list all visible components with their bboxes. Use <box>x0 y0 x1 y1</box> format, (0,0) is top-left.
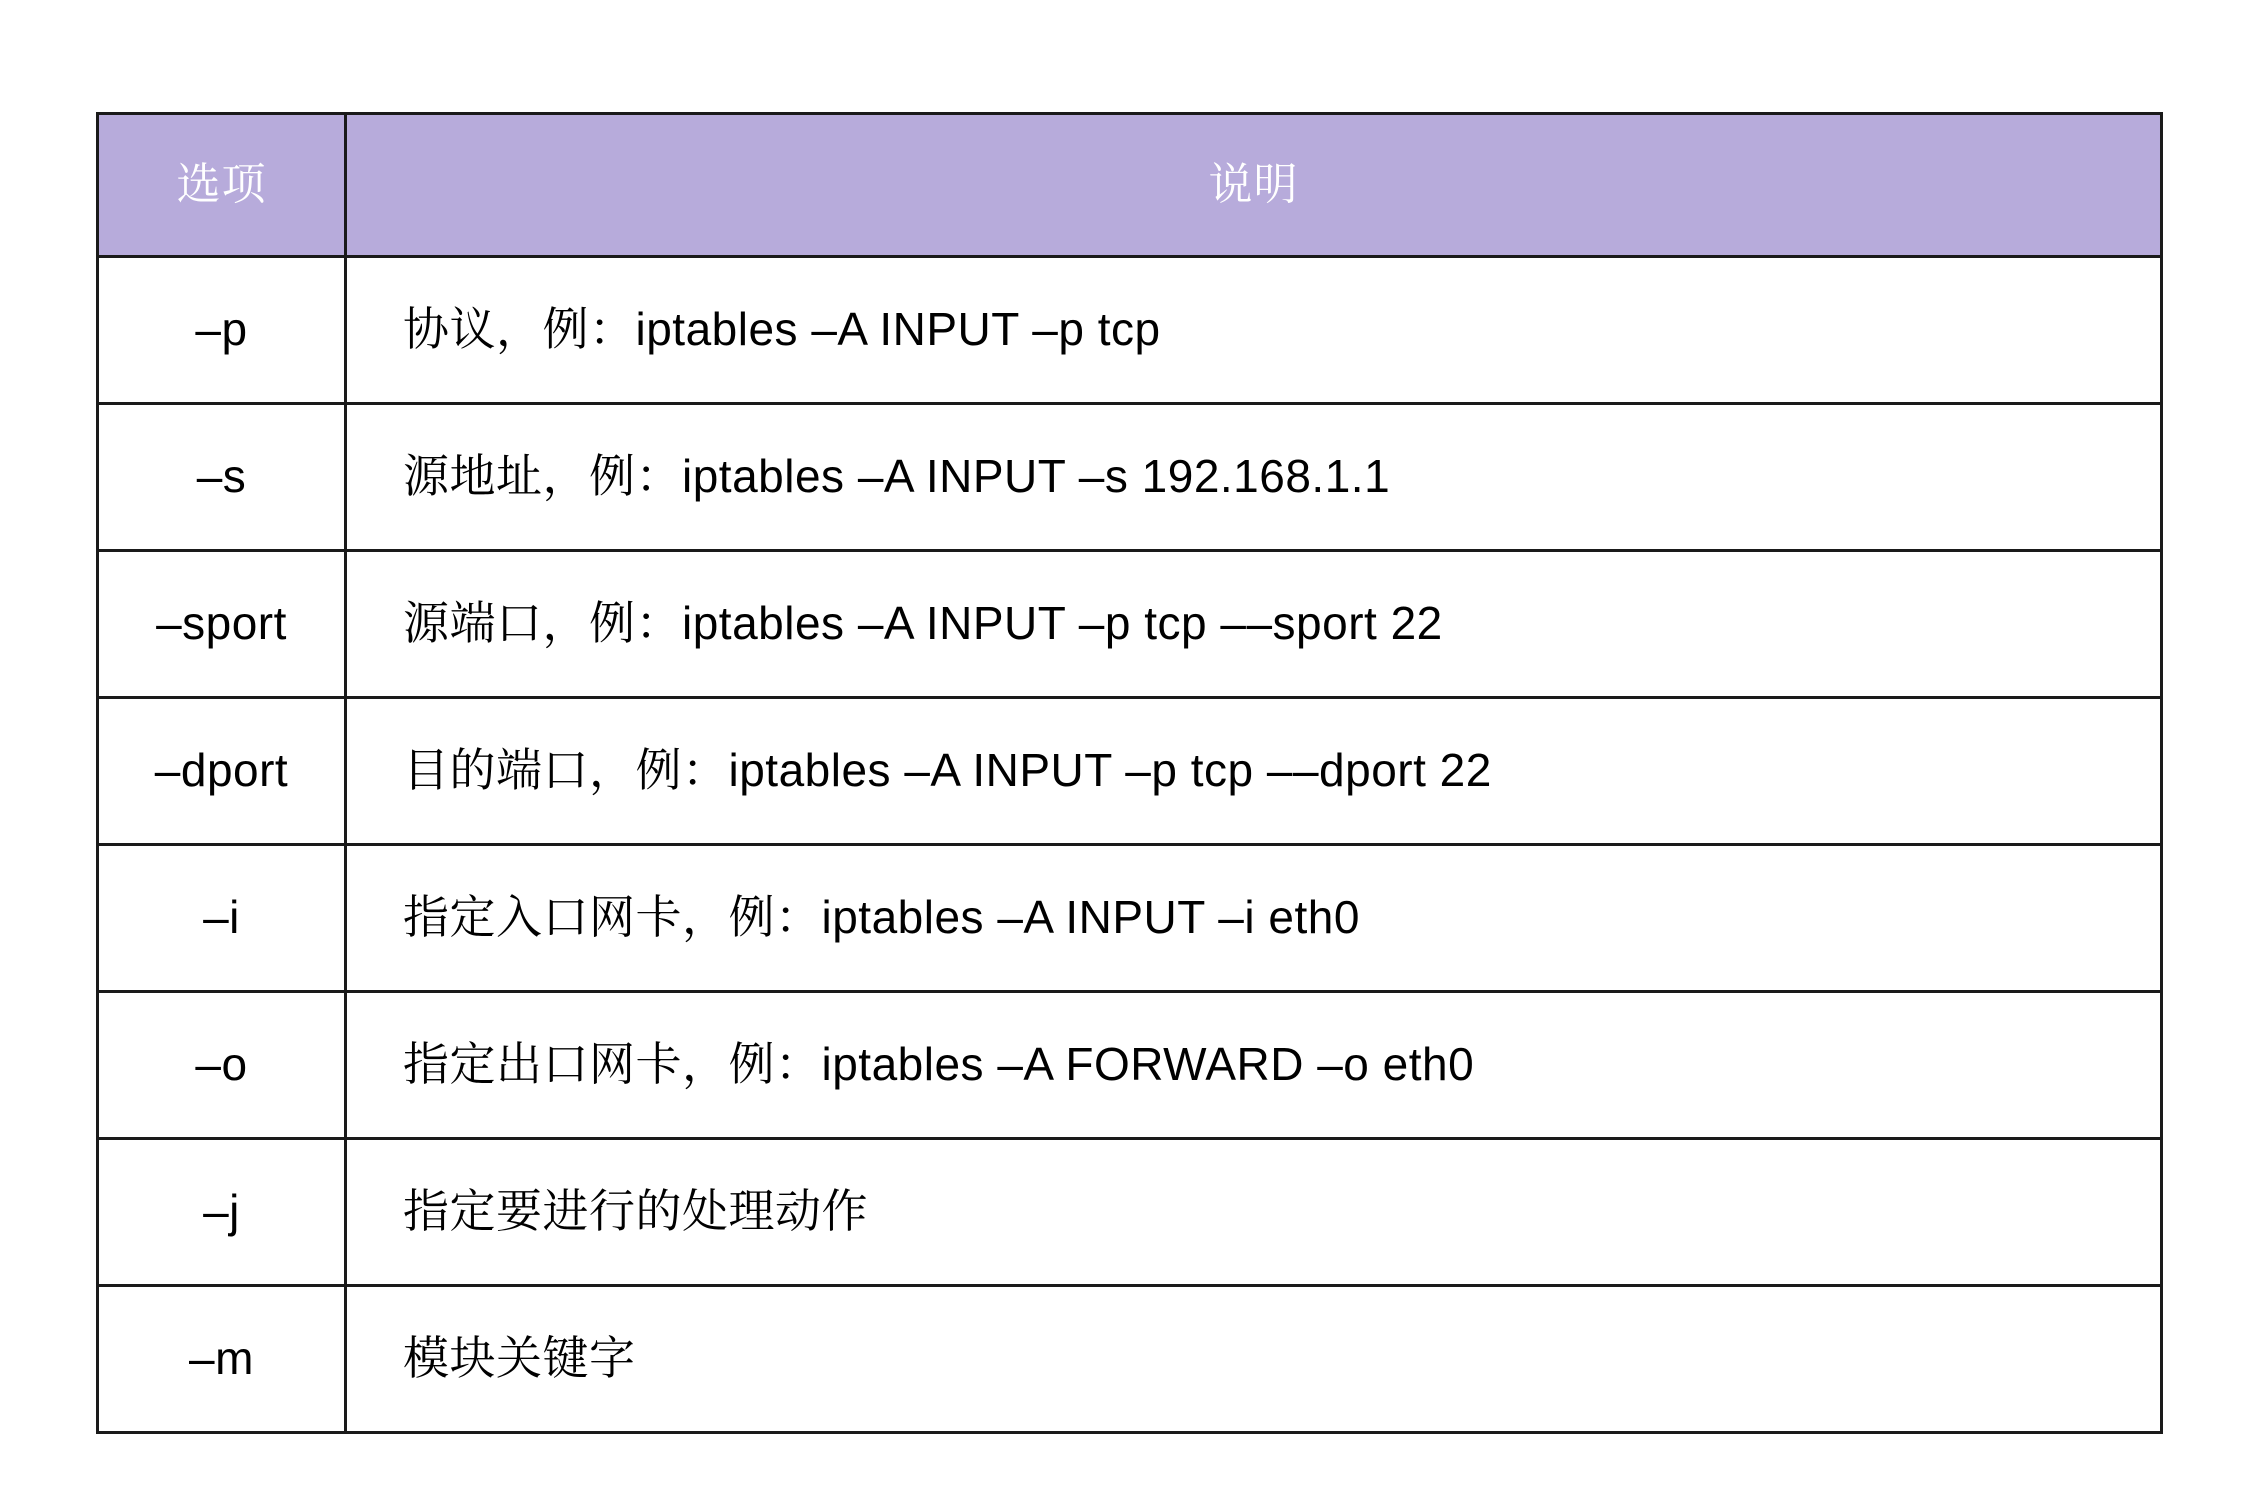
cell-option: –m <box>98 1286 346 1433</box>
cell-option: –i <box>98 845 346 992</box>
cell-option: –s <box>98 404 346 551</box>
table-row <box>98 1286 2162 1433</box>
cell-description: 源地址，例：iptables –A INPUT –s 192.168.1.1 <box>346 404 2162 551</box>
iptables-options-table <box>96 112 2163 1434</box>
cell-description: 指定要进行的处理动作 <box>346 1139 2162 1286</box>
cell-description: 协议，例：iptables –A INPUT –p tcp <box>346 257 2162 404</box>
cell-description: 指定出口网卡，例：iptables –A FORWARD –o eth0 <box>346 992 2162 1139</box>
table-row <box>98 404 2162 551</box>
table-row <box>98 551 2162 698</box>
cell-description: 指定入口网卡，例：iptables –A INPUT –i eth0 <box>346 845 2162 992</box>
cell-option: –sport <box>98 551 346 698</box>
cell-description: 模块关键字 <box>346 1286 2162 1433</box>
column-header-description: 说明 <box>346 114 2162 257</box>
table-header-row <box>98 114 2162 257</box>
cell-description: 目的端口，例：iptables –A INPUT –p tcp ––dport 22 <box>346 698 2162 845</box>
column-header-option: 选项 <box>98 114 346 257</box>
cell-option: –dport <box>98 698 346 845</box>
table-header <box>98 114 2162 257</box>
cell-description: 源端口，例：iptables –A INPUT –p tcp ––sport 22 <box>346 551 2162 698</box>
table-row <box>98 257 2162 404</box>
cell-option: –j <box>98 1139 346 1286</box>
table-row <box>98 845 2162 992</box>
cell-option: –o <box>98 992 346 1139</box>
cell-option: –p <box>98 257 346 404</box>
table-row <box>98 698 2162 845</box>
table-row <box>98 1139 2162 1286</box>
table-row <box>98 992 2162 1139</box>
table-body <box>98 257 2162 1433</box>
